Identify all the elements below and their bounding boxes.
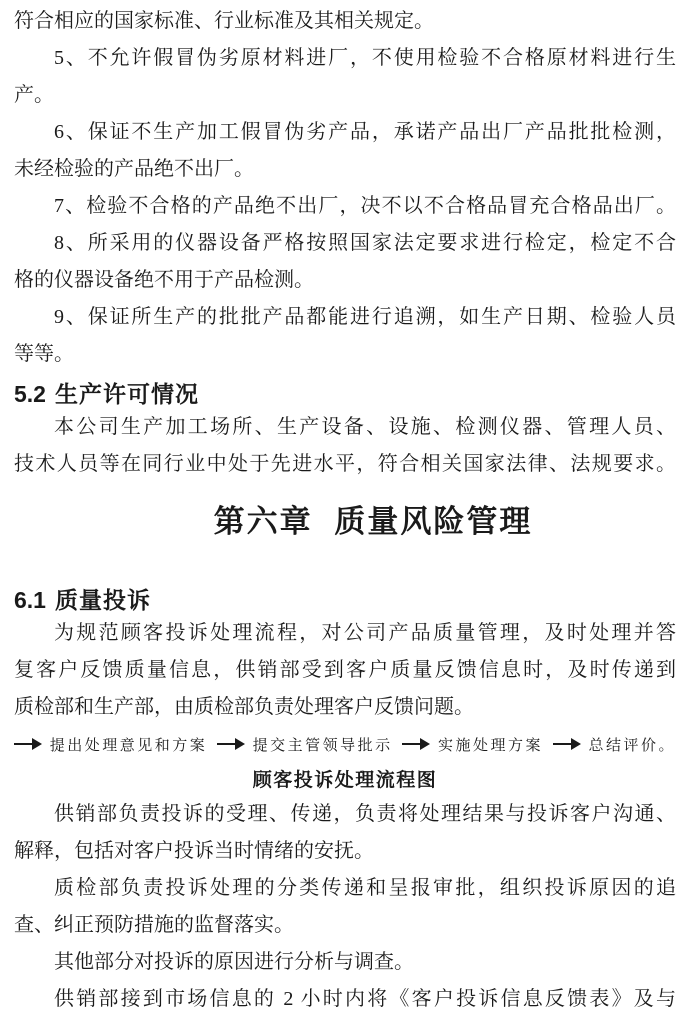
paragraph-line: 技术人员等在同行业中处于先进水平，符合相关国家法律、法规要求。 [14,453,676,475]
paragraph-line: 5、不允许假冒伪劣原材料进厂，不使用检验不合格原材料进行生 [54,47,676,69]
section-title: 质量投诉 [54,587,151,613]
paragraph-line: 为规范顾客投诉处理流程，对公司产品质量管理，及时处理并答 [54,622,676,644]
paragraph-line: 产。 [14,84,54,106]
arrow-right-icon [14,743,40,745]
paragraph-line: 格的仪器设备绝不用于产品检测。 [14,269,314,291]
paragraph-line: 其他部分对投诉的原因进行分析与调查。 [54,951,414,973]
flow-caption: 顾客投诉处理流程图 [252,770,438,791]
section-number: 6.1 [14,587,46,613]
section-number: 5.2 [14,381,46,407]
flow-step: 提出处理意见和方案 [49,737,208,754]
paragraph-line: 质检部负责投诉处理的分类传递和呈报审批，组织投诉原因的追 [54,877,676,899]
paragraph-line: 符合相应的国家标准、行业标准及其相关规定。 [14,10,434,32]
paragraph-line: 未经检验的产品绝不出厂。 [14,158,254,180]
flow-step: 提交主管领导批示 [252,737,393,754]
complaint-flow-diagram [14,730,676,758]
paragraph-line: 供销部负责投诉的受理、传递，负责将处理结果与投诉客户沟通、 [54,803,676,825]
flow-step: 实施处理方案 [438,737,544,754]
section-title: 生产许可情况 [54,381,199,407]
chapter-heading: 第六章 质量风险管理 [213,504,533,539]
paragraph-line: 供销部接到市场信息的 2 小时内将《客户投诉信息反馈表》及与 [54,988,676,1010]
paragraph-line: 7、检验不合格的产品绝不出厂，决不以不合格品冒充合格品出厂。 [54,195,676,217]
paragraph-line: 质检部和生产部，由质检部负责处理客户反馈问题。 [14,696,474,718]
paragraph-line: 6、保证不生产加工假冒伪劣产品，承诺产品出厂产品批批检测， [54,121,676,143]
arrow-right-icon [553,743,579,745]
paragraph-line: 复客户反馈质量信息，供销部受到客户质量反馈信息时，及时传递到 [14,659,676,681]
section-heading-5-2 [14,379,676,409]
paragraph-line: 解释，包括对客户投诉当时情绪的安抚。 [14,840,374,862]
arrow-right-icon [402,743,428,745]
paragraph-line: 等等。 [14,343,74,365]
flow-step: 总结评价。 [588,737,676,754]
paragraph-line: 本公司生产加工场所、生产设备、设施、检测仪器、管理人员、 [54,416,676,438]
paragraph-line: 查、纠正预防措施的监督落实。 [14,914,294,936]
section-heading-6-1 [14,585,676,615]
paragraph-line: 9、保证所生产的批批产品都能进行追溯，如生产日期、检验人员 [54,306,676,328]
arrow-right-icon [217,743,243,745]
paragraph-line: 8、所采用的仪器设备严格按照国家法定要求进行检定，检定不合 [54,232,676,254]
